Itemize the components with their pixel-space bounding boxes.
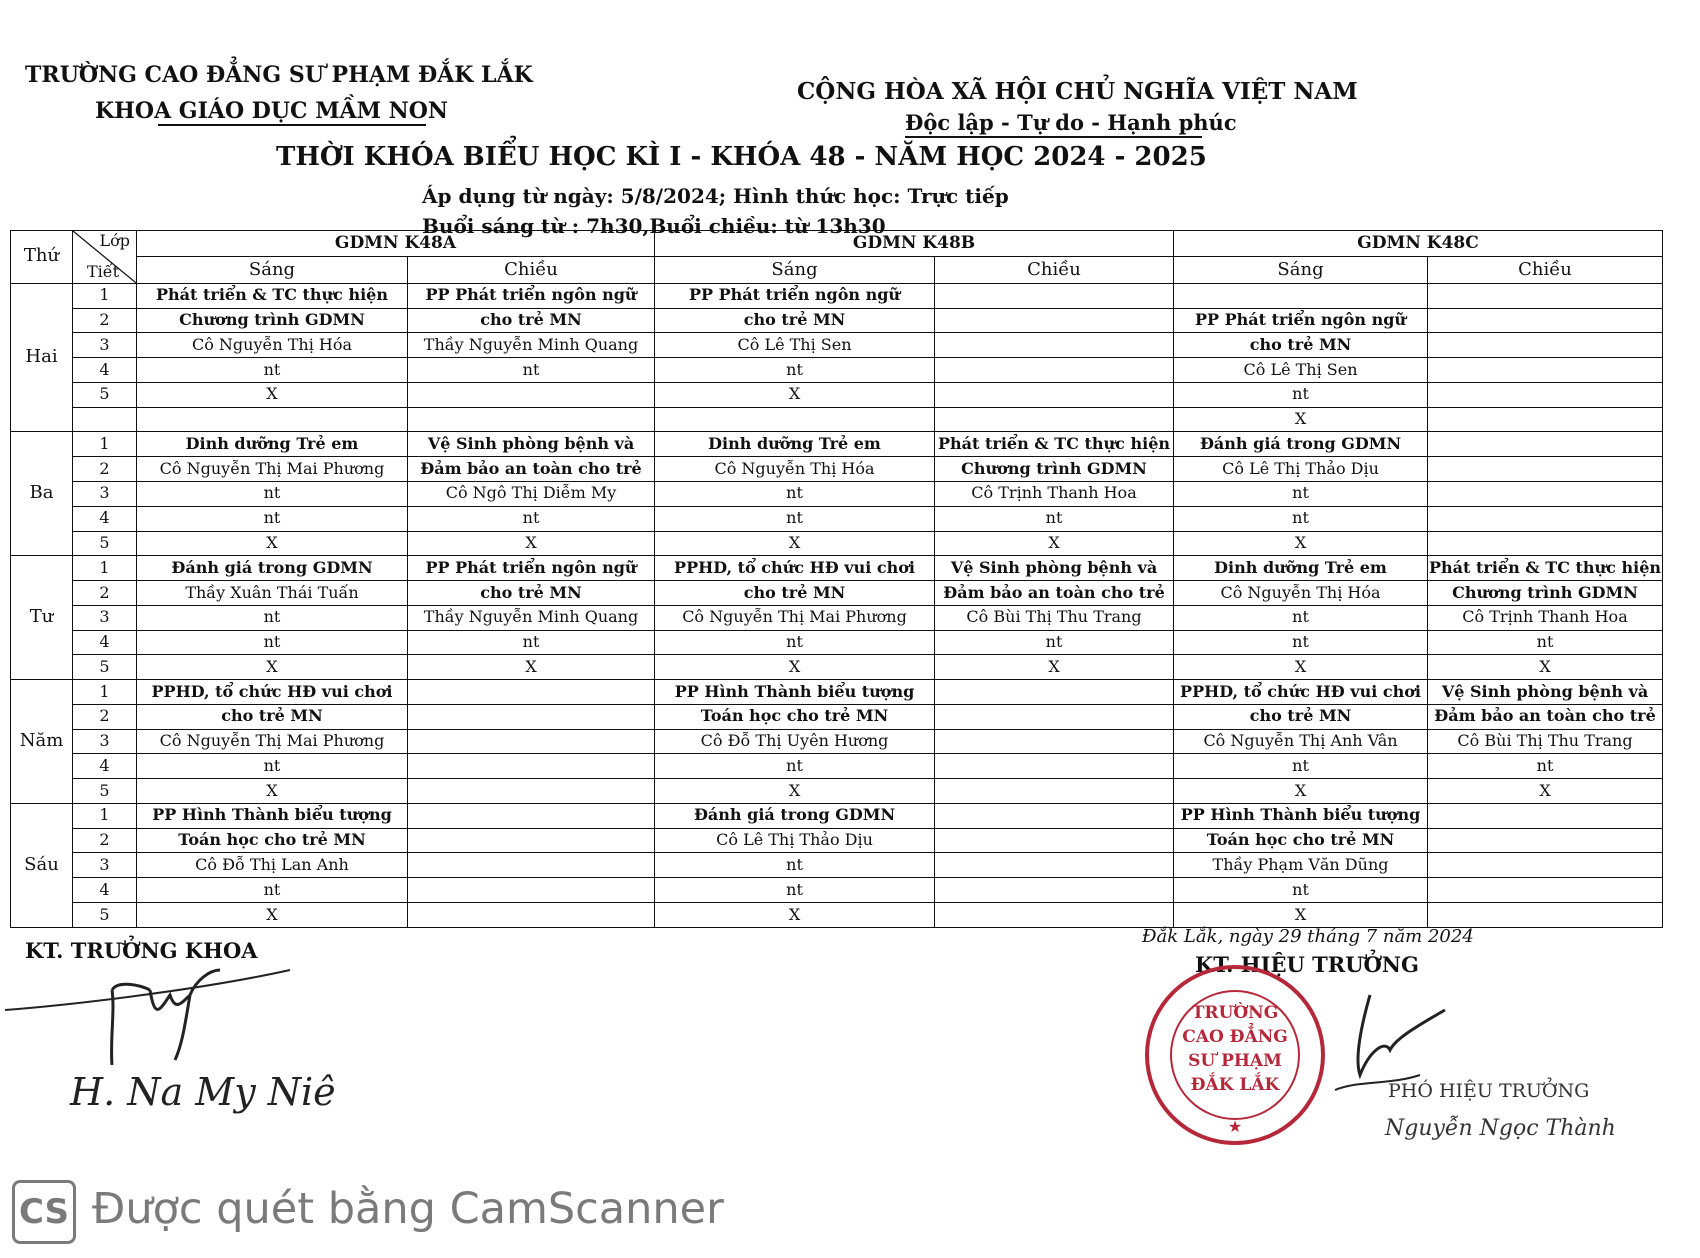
schedule-cell: nt [655, 754, 935, 779]
schedule-cell: X [935, 531, 1174, 556]
schedule-cell: nt [137, 605, 408, 630]
schedule-cell: X [1174, 407, 1428, 432]
session-sang: Sáng [655, 257, 935, 283]
right-signer-title: KT. HIỆU TRƯỞNG [1195, 952, 1419, 977]
schedule-cell: Cô Nguyễn Thị Anh Vân [1174, 729, 1428, 754]
schedule-cell: Toán học cho trẻ MN [1174, 828, 1428, 853]
period-number: 2 [73, 828, 137, 853]
period-number: 3 [73, 333, 137, 358]
schedule-cell: cho trẻ MN [655, 308, 935, 333]
schedule-cell: Toán học cho trẻ MN [655, 704, 935, 729]
schedule-cell: X [1174, 779, 1428, 804]
schedule-cell [408, 828, 655, 853]
session-chieu: Chiều [408, 257, 655, 283]
period-number: 4 [73, 506, 137, 531]
day-label: Năm [11, 680, 73, 804]
session-sang: Sáng [1174, 257, 1428, 283]
period-number: 4 [73, 878, 137, 903]
apply-date-line: Áp dụng từ ngày: 5/8/2024; Hình thức học: Trực tiếp [422, 184, 1009, 208]
schedule-cell [408, 407, 655, 432]
schedule-cell: Cô Ngô Thị Diễm My [408, 481, 655, 506]
schedule-cell [935, 283, 1174, 308]
schedule-cell: Chương trình GDMN [935, 457, 1174, 482]
schedule-cell [408, 878, 655, 903]
schedule-cell: Cô Bùi Thị Thu Trang [1428, 729, 1663, 754]
schedule-cell: Thầy Nguyễn Minh Quang [408, 333, 655, 358]
schedule-cell: Phát triển & TC thực hiện [935, 432, 1174, 457]
schedule-cell: Cô Lê Thị Sen [1174, 358, 1428, 383]
schedule-cell: X [137, 531, 408, 556]
period-number: 2 [73, 704, 137, 729]
left-signer-name: H. Na My Niê [70, 1070, 336, 1114]
schedule-cell: X [137, 655, 408, 680]
schedule-cell: X [655, 902, 935, 927]
schedule-cell [1428, 283, 1663, 308]
schedule-cell [408, 902, 655, 927]
schedule-cell: PPHD, tổ chức HĐ vui chơi [137, 680, 408, 705]
schedule-cell: Toán học cho trẻ MN [137, 828, 408, 853]
schedule-cell: Dinh dưỡng Trẻ em [1174, 556, 1428, 581]
schedule-cell: X [655, 531, 935, 556]
schedule-cell: Cô Nguyễn Thị Hóa [137, 333, 408, 358]
schedule-cell: X [1174, 902, 1428, 927]
schedule-cell: nt [1174, 754, 1428, 779]
schedule-cell: X [655, 779, 935, 804]
svg-text:Nguyễn Ngọc Thành: Nguyễn Ngọc Thành [1385, 1116, 1616, 1141]
schedule-cell: nt [655, 630, 935, 655]
schedule-cell: Dinh dưỡng Trẻ em [655, 432, 935, 457]
schedule-cell: nt [408, 358, 655, 383]
svg-text:ĐẮK LẮK: ĐẮK LẮK [1190, 1075, 1280, 1095]
schedule-cell: nt [137, 506, 408, 531]
day-label: Ba [11, 432, 73, 556]
schedule-cell: PP Phát triển ngôn ngữ [1174, 308, 1428, 333]
page-title: THỜI KHÓA BIỂU HỌC KÌ I - KHÓA 48 - NĂM HỌC 2024 - 2025 [276, 142, 1207, 172]
period-number: 3 [73, 481, 137, 506]
schedule-cell: PP Phát triển ngôn ngữ [408, 556, 655, 581]
schedule-cell: Đảm bảo an toàn cho trẻ [408, 457, 655, 482]
schedule-cell [935, 704, 1174, 729]
period-number: 4 [73, 358, 137, 383]
schedule-cell [408, 729, 655, 754]
schedule-cell: nt [1428, 630, 1663, 655]
schedule-cell [408, 382, 655, 407]
class-header-1: GDMN K48A [137, 231, 655, 257]
svg-text:CAO ĐẲNG: CAO ĐẲNG [1182, 1027, 1288, 1047]
schedule-cell [1428, 481, 1663, 506]
period-number: 5 [73, 655, 137, 680]
schedule-cell: Cô Nguyễn Thị Mai Phương [655, 605, 935, 630]
schedule-cell [935, 779, 1174, 804]
period-number: 5 [73, 902, 137, 927]
schedule-cell: X [935, 655, 1174, 680]
schedule-cell: Thầy Nguyễn Minh Quang [408, 605, 655, 630]
session-chieu: Chiều [1428, 257, 1663, 283]
schedule-cell: Cô Nguyễn Thị Hóa [1174, 581, 1428, 606]
period-number: 2 [73, 308, 137, 333]
national-motto: Độc lập - Tự do - Hạnh phúc [905, 110, 1237, 135]
left-signer-title: KT. TRƯỞNG KHOA [25, 938, 258, 963]
period-number: 1 [73, 556, 137, 581]
place-date: Đắk Lắk, ngày 29 tháng 7 năm 2024 [1142, 926, 1474, 947]
schedule-cell: Đánh giá trong GDMN [655, 803, 935, 828]
header-thu: Thứ [11, 231, 73, 284]
schedule-cell: Cô Đỗ Thị Lan Anh [137, 853, 408, 878]
schedule-cell [655, 407, 935, 432]
schedule-cell [935, 803, 1174, 828]
period-number: 1 [73, 680, 137, 705]
schedule-cell: nt [137, 754, 408, 779]
period-number: 2 [73, 581, 137, 606]
schedule-cell: cho trẻ MN [1174, 704, 1428, 729]
period-number: 4 [73, 630, 137, 655]
schedule-cell: X [1428, 655, 1663, 680]
motto-underline [905, 136, 1202, 138]
day-label: Hai [11, 283, 73, 432]
period-number: 5 [73, 382, 137, 407]
schedule-cell: PP Hình Thành biểu tượng [137, 803, 408, 828]
schedule-cell [935, 358, 1174, 383]
period-number: 1 [73, 803, 137, 828]
schedule-cell [408, 853, 655, 878]
session-sang: Sáng [137, 257, 408, 283]
class-header-3: GDMN K48C [1174, 231, 1663, 257]
period-number: 5 [73, 779, 137, 804]
svg-text:TRƯỜNG: TRƯỜNG [1191, 1003, 1279, 1023]
period-number: 2 [73, 457, 137, 482]
schedule-cell [1428, 432, 1663, 457]
schedule-cell [935, 853, 1174, 878]
schedule-cell: nt [935, 506, 1174, 531]
schedule-cell: Vệ Sinh phòng bệnh và [1428, 680, 1663, 705]
schedule-cell: cho trẻ MN [408, 308, 655, 333]
schedule-cell: Thầy Xuân Thái Tuấn [137, 581, 408, 606]
schedule-cell: Đánh giá trong GDMN [1174, 432, 1428, 457]
schedule-cell [1428, 878, 1663, 903]
camscanner-watermark: Được quét bằng CamScanner [92, 1184, 724, 1234]
schedule-cell: X [408, 531, 655, 556]
session-time-line: Buổi sáng từ : 7h30,Buổi chiều: từ 13h30 [422, 214, 886, 238]
schedule-cell: X [137, 779, 408, 804]
school-name: TRƯỜNG CAO ĐẲNG SƯ PHẠM ĐẮK LẮK [25, 62, 533, 88]
vice-principal-title: PHÓ HIỆU TRƯỞNG [1388, 1080, 1590, 1102]
schedule-cell [935, 729, 1174, 754]
period-number: 4 [73, 754, 137, 779]
schedule-cell: nt [137, 878, 408, 903]
schedule-cell [1428, 902, 1663, 927]
schedule-cell: PPHD, tổ chức HĐ vui chơi [655, 556, 935, 581]
schedule-cell: PP Phát triển ngôn ngữ [655, 283, 935, 308]
schedule-cell: nt [1174, 605, 1428, 630]
schedule-cell: cho trẻ MN [1174, 333, 1428, 358]
day-label: Tư [11, 556, 73, 680]
schedule-cell [935, 382, 1174, 407]
schedule-cell [1428, 506, 1663, 531]
schedule-cell: X [1428, 779, 1663, 804]
school-seal [1140, 960, 1330, 1150]
schedule-cell [935, 680, 1174, 705]
schedule-cell: Đảm bảo an toàn cho trẻ [1428, 704, 1663, 729]
schedule-cell: nt [1174, 630, 1428, 655]
schedule-cell: Cô Bùi Thị Thu Trang [935, 605, 1174, 630]
schedule-cell: nt [655, 358, 935, 383]
schedule-cell: PP Phát triển ngôn ngữ [408, 283, 655, 308]
schedule-cell: nt [1174, 382, 1428, 407]
schedule-cell [935, 902, 1174, 927]
schedule-cell: X [655, 382, 935, 407]
schedule-cell: Vệ Sinh phòng bệnh và [935, 556, 1174, 581]
vice-principal-name [1380, 1100, 1620, 1150]
schedule-cell: cho trẻ MN [408, 581, 655, 606]
schedule-cell: nt [935, 630, 1174, 655]
schedule-cell: nt [137, 481, 408, 506]
schedule-cell: nt [137, 358, 408, 383]
schedule-cell [408, 779, 655, 804]
schedule-cell: Phát triển & TC thực hiện [1428, 556, 1663, 581]
faculty-name: KHOA GIÁO DỤC MẦM NON [95, 98, 449, 124]
schedule-cell: nt [655, 506, 935, 531]
session-chieu: Chiều [935, 257, 1174, 283]
schedule-cell: Thầy Phạm Văn Dũng [1174, 853, 1428, 878]
schedule-cell: nt [137, 630, 408, 655]
schedule-cell: Đánh giá trong GDMN [137, 556, 408, 581]
schedule-cell: nt [655, 878, 935, 903]
schedule-cell: Cô Lê Thị Thảo Dịu [655, 828, 935, 853]
schedule-cell [935, 407, 1174, 432]
schedule-cell: nt [408, 630, 655, 655]
schedule-cell [935, 308, 1174, 333]
schedule-cell [935, 754, 1174, 779]
schedule-cell [1428, 853, 1663, 878]
tiet-label: Tiết [87, 262, 120, 282]
schedule-cell [1428, 457, 1663, 482]
schedule-cell [1428, 407, 1663, 432]
schedule-cell: PP Hình Thành biểu tượng [655, 680, 935, 705]
svg-text:SƯ PHẠM: SƯ PHẠM [1188, 1051, 1282, 1071]
svg-text:★: ★ [1227, 1117, 1243, 1136]
schedule-cell [1428, 358, 1663, 383]
schedule-cell: Cô Lê Thị Thảo Dịu [1174, 457, 1428, 482]
schedule-cell: PPHD, tổ chức HĐ vui chơi [1174, 680, 1428, 705]
timetable [10, 230, 1663, 928]
schedule-cell [1174, 283, 1428, 308]
schedule-cell: X [655, 655, 935, 680]
period-number: 3 [73, 605, 137, 630]
country-name: CỘNG HÒA XÃ HỘI CHỦ NGHĨA VIỆT NAM [797, 78, 1358, 105]
schedule-cell [935, 828, 1174, 853]
schedule-cell: nt [408, 506, 655, 531]
schedule-cell [408, 803, 655, 828]
schedule-cell: Dinh dưỡng Trẻ em [137, 432, 408, 457]
schedule-cell [408, 754, 655, 779]
schedule-cell: nt [655, 853, 935, 878]
schedule-cell: Phát triển & TC thực hiện [137, 283, 408, 308]
schedule-cell: Cô Nguyễn Thị Mai Phương [137, 729, 408, 754]
schedule-cell [1428, 382, 1663, 407]
schedule-cell: Cô Nguyễn Thị Hóa [655, 457, 935, 482]
schedule-cell: Vệ Sinh phòng bệnh và [408, 432, 655, 457]
schedule-cell: X [408, 655, 655, 680]
schedule-cell: nt [1174, 506, 1428, 531]
schedule-cell: Cô Trịnh Thanh Hoa [935, 481, 1174, 506]
period-number: 1 [73, 432, 137, 457]
schedule-cell [408, 704, 655, 729]
schedule-cell [1428, 308, 1663, 333]
left-signature [0, 950, 336, 1130]
schedule-cell [935, 333, 1174, 358]
day-label: Sáu [11, 803, 73, 927]
schedule-cell: nt [1174, 481, 1428, 506]
class-header-2: GDMN K48B [655, 231, 1174, 257]
schedule-cell: nt [655, 481, 935, 506]
schedule-cell [408, 680, 655, 705]
schedule-cell [1428, 531, 1663, 556]
schedule-cell: nt [1174, 878, 1428, 903]
period-number: 1 [73, 283, 137, 308]
period-number: 3 [73, 729, 137, 754]
period-number: 3 [73, 853, 137, 878]
schedule-cell [1428, 828, 1663, 853]
schedule-cell: Chương trình GDMN [1428, 581, 1663, 606]
schedule-cell: X [137, 382, 408, 407]
schedule-cell: X [137, 902, 408, 927]
schedule-cell: X [1174, 655, 1428, 680]
period-number: 5 [73, 531, 137, 556]
schedule-cell: Chương trình GDMN [137, 308, 408, 333]
schedule-cell: cho trẻ MN [137, 704, 408, 729]
schedule-cell: Cô Nguyễn Thị Mai Phương [137, 457, 408, 482]
schedule-cell: PP Hình Thành biểu tượng [1174, 803, 1428, 828]
faculty-underline [158, 124, 426, 126]
period-number [73, 407, 137, 432]
schedule-cell [1428, 333, 1663, 358]
camscanner-logo: CS [12, 1180, 76, 1244]
header-lop-tiet [73, 231, 137, 284]
schedule-cell: nt [1428, 754, 1663, 779]
schedule-cell: Cô Trịnh Thanh Hoa [1428, 605, 1663, 630]
schedule-cell: Cô Lê Thị Sen [655, 333, 935, 358]
lop-label: Lớp [99, 231, 130, 250]
schedule-cell: X [1174, 531, 1428, 556]
schedule-cell: cho trẻ MN [655, 581, 935, 606]
schedule-cell [137, 407, 408, 432]
schedule-cell [1428, 803, 1663, 828]
schedule-cell [935, 878, 1174, 903]
schedule-cell: Cô Đỗ Thị Uyên Hương [655, 729, 935, 754]
schedule-cell: Đảm bảo an toàn cho trẻ [935, 581, 1174, 606]
